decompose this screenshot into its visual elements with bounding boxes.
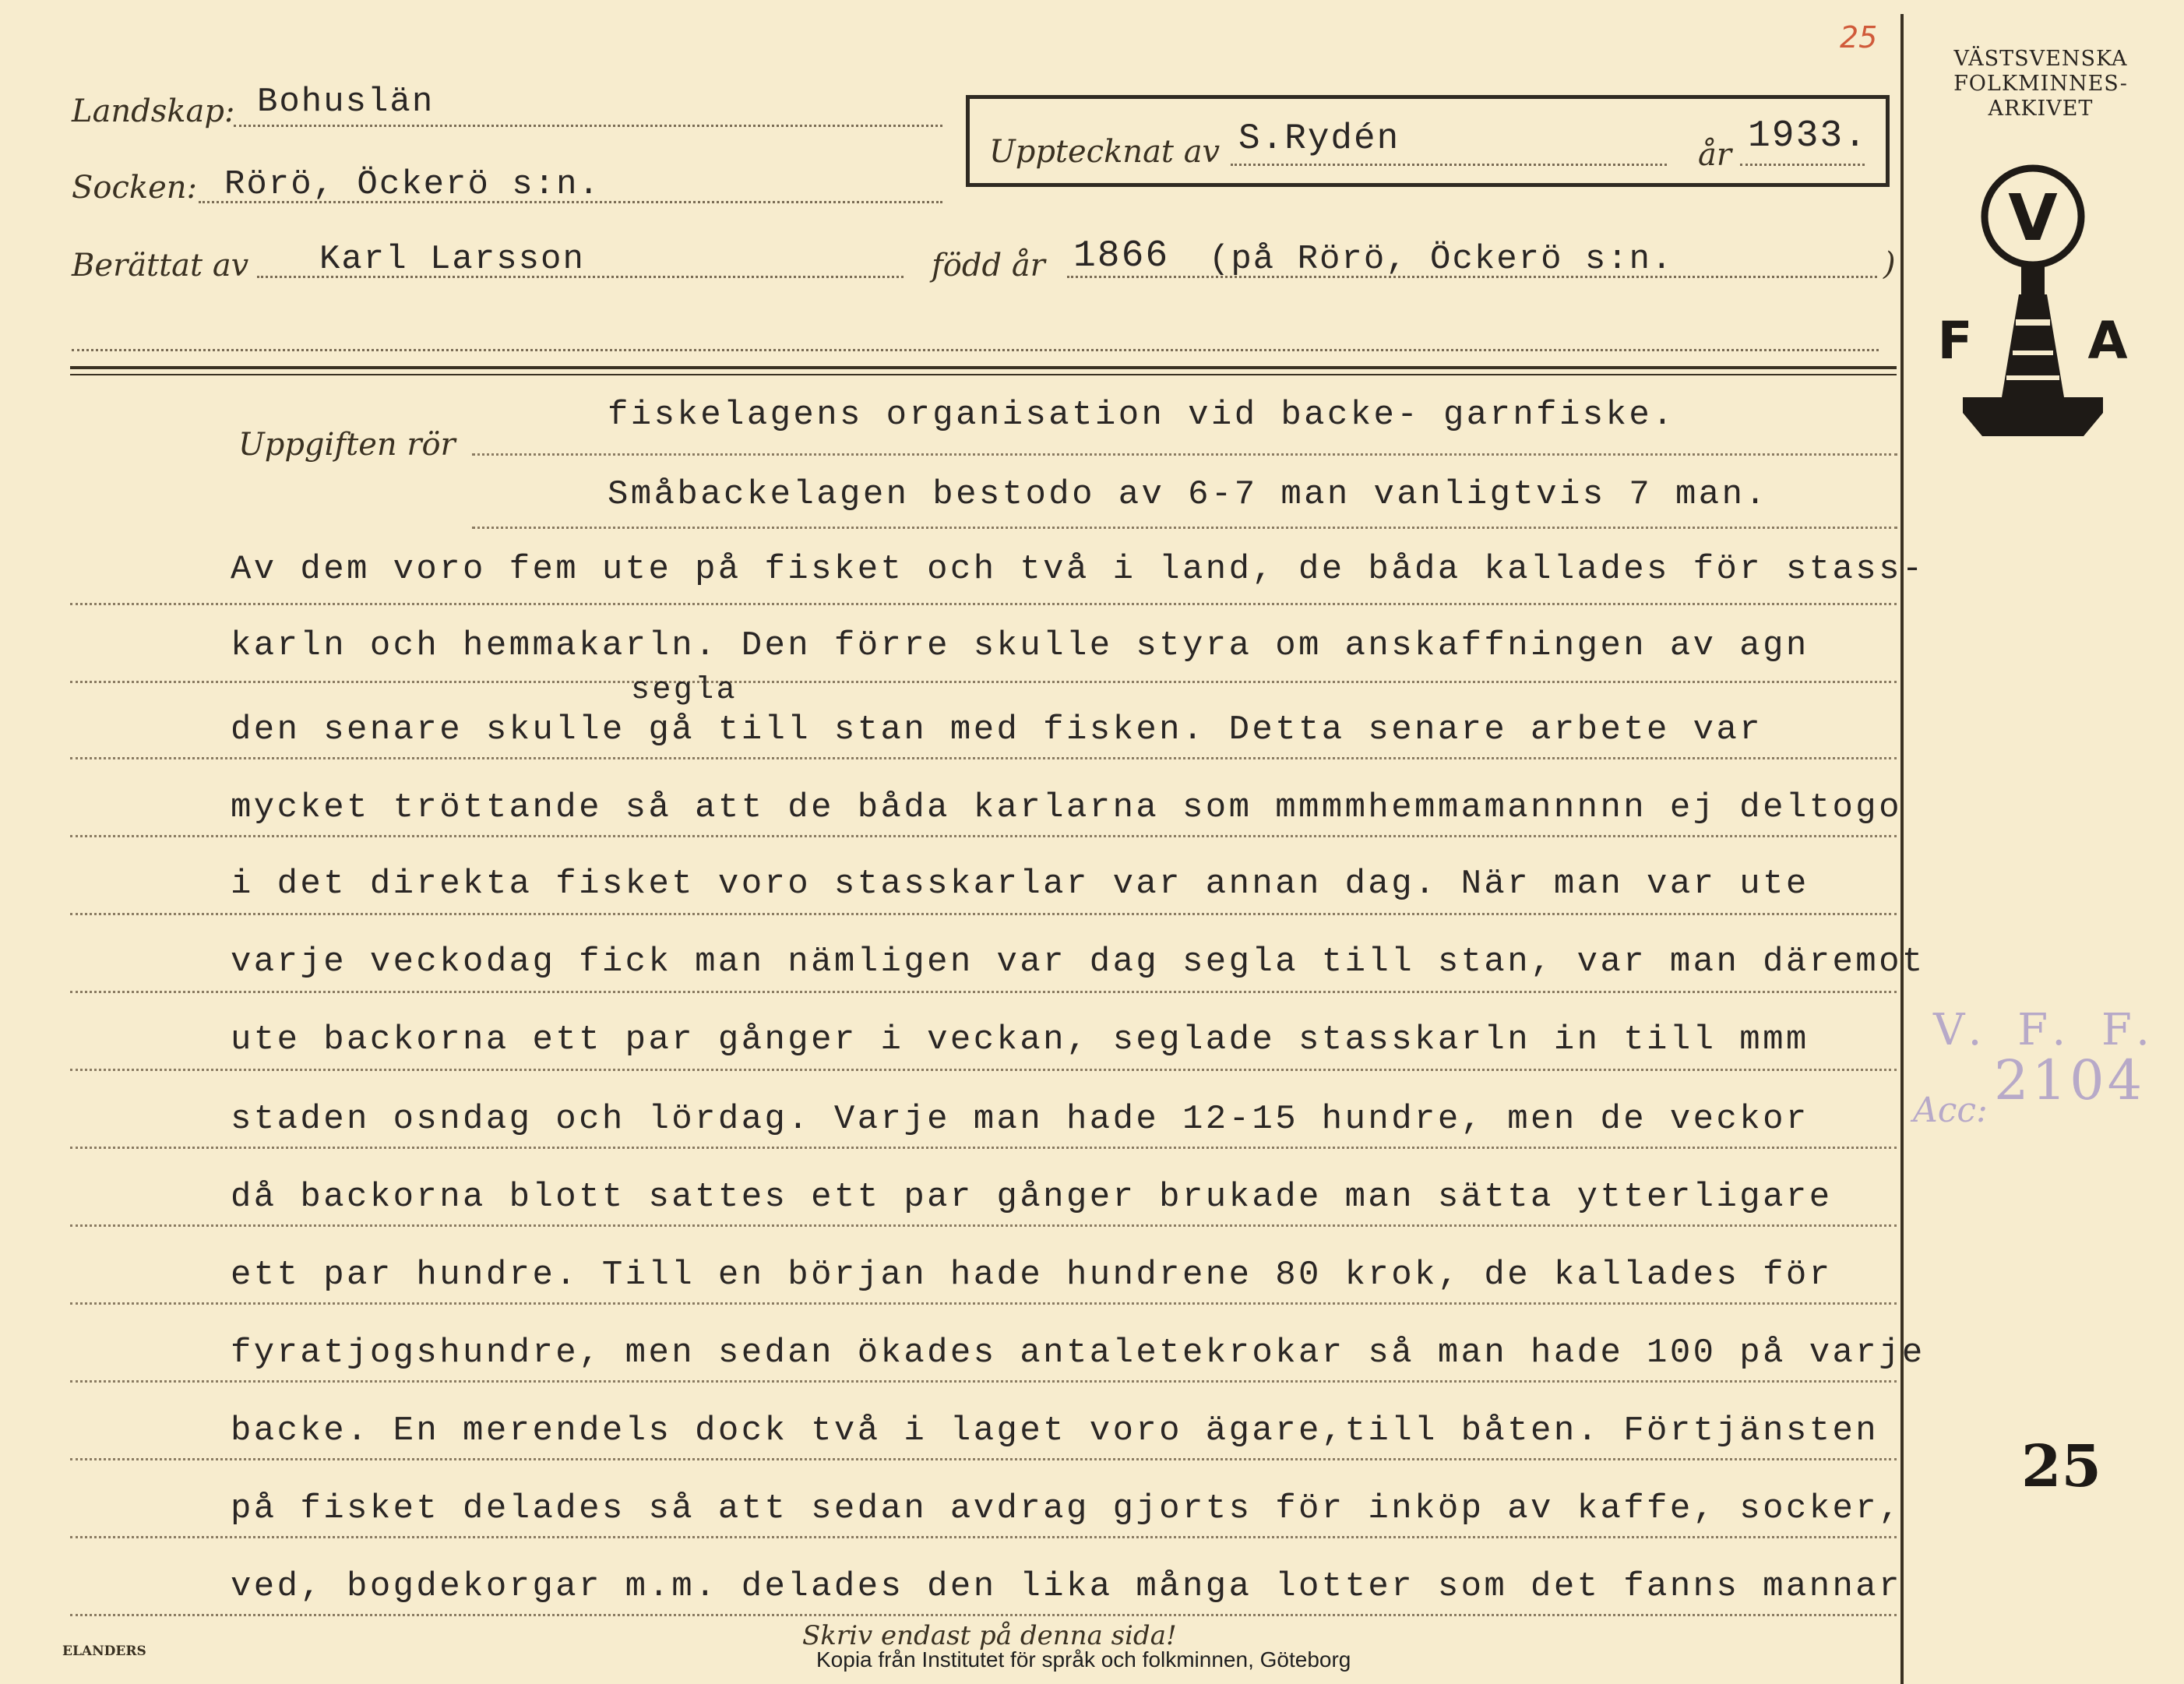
text-line-12: ett par hundre. Till en början hade hundrene 80 krok, de kallades för: [231, 1256, 1833, 1295]
socken-label: Socken:: [72, 170, 198, 206]
footer-copy-note: Kopia från Institutet för språk och folkminnen, Göteborg: [816, 1647, 1351, 1672]
landskap-dots: [234, 125, 942, 127]
berattat-dots: [257, 276, 904, 278]
fodd-dots: [1067, 276, 1877, 278]
text-rule-8: [70, 991, 1897, 993]
text-line-16: ved, bogdekorgar m.m. delades den lika många lotter som det fanns mannar: [231, 1567, 1902, 1606]
divider-top: [70, 366, 1897, 369]
birthplace-close: ): [1883, 246, 1896, 282]
berattat-value: Karl Larsson: [319, 240, 585, 279]
text-line-15: på fisket delades så att sedan avdrag gjorts för inköp av kaffe, socker,: [231, 1489, 1902, 1528]
divider-bottom: [70, 374, 1897, 375]
birthplace-value: (på Rörö, Öckerö s:n.: [1209, 240, 1674, 279]
text-rule-1: [472, 453, 1897, 456]
extra-dots: [72, 349, 1879, 351]
text-line-6: mycket tröttande så att de båda karlarna som mmmmhemmamannnnn ej deltogo: [231, 788, 1902, 827]
text-rule-9: [70, 1069, 1897, 1071]
insert-word: segla: [631, 673, 738, 708]
fodd-value: 1866: [1073, 235, 1170, 277]
text-line-2: Småbackelagen bestodo av 6-7 man vanligtvis 7 man.: [608, 475, 1769, 514]
margin-line: [1900, 14, 1904, 1684]
text-rule-15: [70, 1536, 1897, 1538]
uppt-value: S.Rydén: [1238, 118, 1400, 159]
archive-name: [1924, 47, 2158, 122]
corner-number: 25: [1840, 20, 1878, 55]
printer-name: ELANDERS: [62, 1643, 146, 1659]
text-rule-11: [70, 1224, 1897, 1227]
text-line-5: den senare skulle gå till stan med fisken. Detta senare arbete var: [231, 710, 1763, 749]
landskap-value: Bohuslän: [257, 83, 435, 122]
topic-label: Uppgiften rör: [238, 427, 456, 463]
text-rule-16: [70, 1614, 1897, 1616]
text-line-14: backe. En merendels dock två i laget voro ägare,till båten. Förtjänsten: [231, 1411, 1879, 1450]
text-rule-13: [70, 1380, 1897, 1383]
archive-line-3: ARKIVET: [1988, 97, 2094, 121]
socken-value: Rörö, Öckerö s:n.: [224, 165, 601, 204]
logo-letter-f: F: [1937, 311, 1973, 371]
text-rule-6: [70, 835, 1897, 837]
footer-instruction: Skriv endast på denna sida!: [802, 1620, 1177, 1651]
uppt-dots: [1231, 164, 1667, 166]
text-rule-5: [70, 757, 1897, 759]
text-line-4: karln och hemmakarln. Den förre skulle styra om anskaffningen av agn: [231, 626, 1809, 665]
socken-dots: [199, 201, 942, 203]
ar-value: 1933.: [1748, 115, 1869, 157]
text-line-11: då backorna blott sattes ett par gånger brukade man sätta ytterligare: [231, 1178, 1833, 1217]
text-line-9: ute backorna ett par gånger i veckan, seglade stasskarln in till mmm: [231, 1020, 1809, 1059]
ar-label: år: [1698, 137, 1731, 173]
text-line-3: Av dem voro fem ute på fisket och två i land, de båda kallades för stass-: [231, 550, 1925, 589]
archive-logo: [1932, 164, 2134, 460]
page-number: 25: [2021, 1433, 2101, 1500]
text-rule-3: [70, 603, 1897, 605]
logo-letter-a: A: [2087, 311, 2128, 371]
text-line-7: i det direkta fisket voro stasskarlar var annan dag. När man var ute: [231, 865, 1809, 904]
stamp-acc-number: 2104: [1994, 1048, 2146, 1112]
text-line-1: fiskelagens organisation vid backe- garnfiske.: [608, 396, 1675, 435]
text-line-10: staden osndag och lördag. Varje man hade 12-15 hundre, men de veckor: [231, 1100, 1809, 1139]
ar-dots: [1740, 164, 1865, 166]
text-line-13: fyratjogshundre, men sedan ökades antaletekrokar så man hade 100 på varje: [231, 1333, 1925, 1372]
text-rule-2: [472, 527, 1897, 529]
archive-line-2: FOLKMINNES-: [1953, 72, 2128, 96]
printer-mark: [62, 1643, 146, 1659]
text-line-8: varje veckodag fick man nämligen var dag segla till stan, var man däremot: [231, 942, 1925, 981]
stamp-vff: V. F. F.: [1933, 1005, 2161, 1055]
stamp-acc-label: Acc:: [1913, 1090, 1988, 1130]
text-rule-14: [70, 1458, 1897, 1460]
fodd-label: född år: [932, 248, 1045, 284]
text-rule-12: [70, 1302, 1897, 1305]
logo-letter-v: V: [2008, 181, 2058, 255]
text-rule-4: [70, 681, 1897, 683]
landskap-label: Landskap:: [72, 93, 235, 129]
text-rule-10: [70, 1147, 1897, 1149]
text-rule-7: [70, 913, 1897, 915]
berattat-label: Berättat av: [72, 248, 249, 284]
uppt-label: Upptecknat av: [989, 134, 1221, 170]
archive-line-1: VÄSTSVENSKA: [1953, 47, 2128, 71]
